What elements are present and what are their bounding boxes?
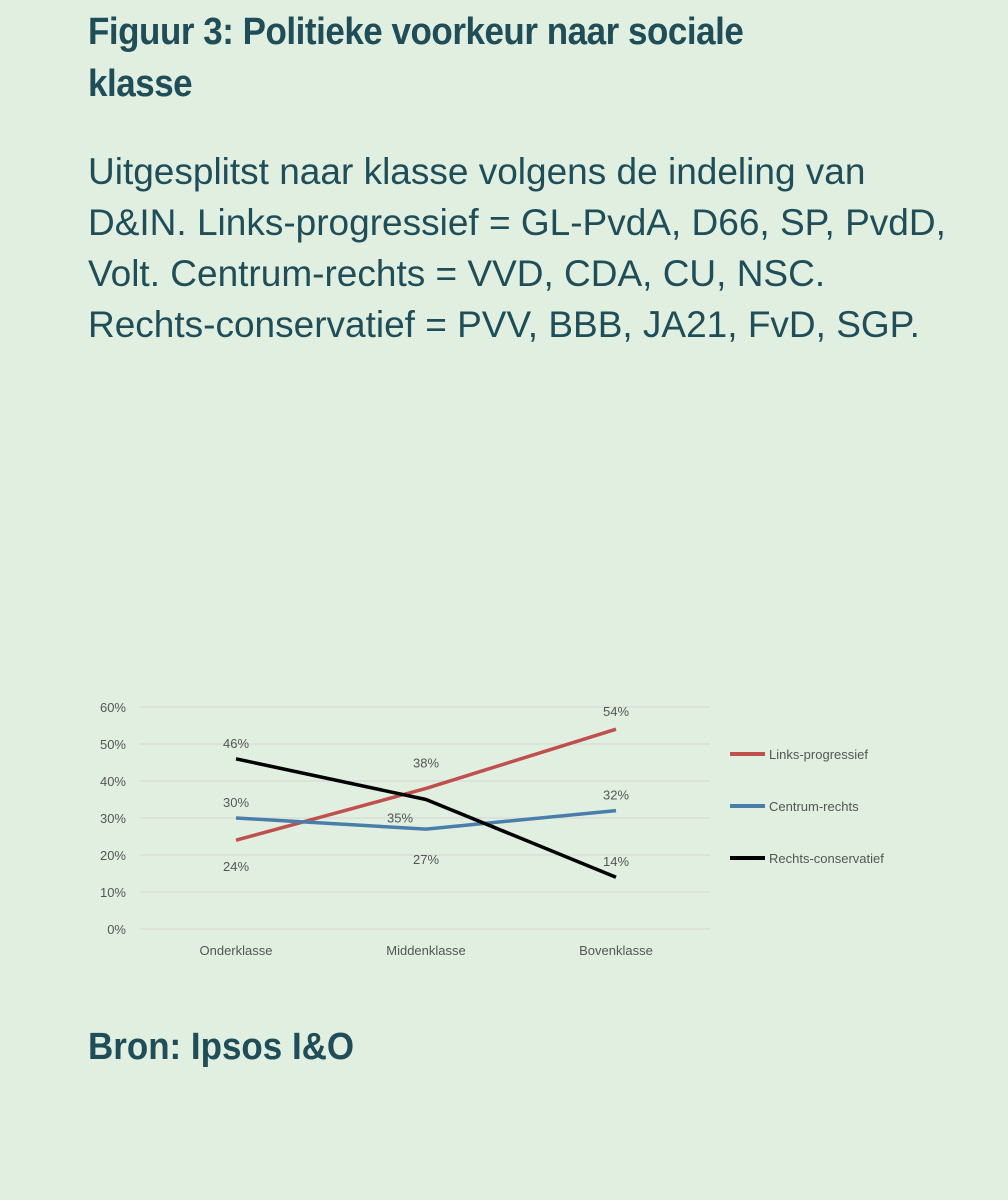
legend-label: Rechts-conservatief <box>769 851 884 866</box>
data-label: 24% <box>222 859 250 875</box>
data-label: 14% <box>602 854 630 870</box>
y-tick-label: 0% <box>107 922 126 937</box>
figure-title: Figuur 3: Politieke voorkeur naar sociale klasse <box>88 11 744 105</box>
figure-subtitle: Uitgesplitst naar klasse volgens de indeling van D&IN. Links-progressief = GL-PvdA, D66, SP, PvdD, Volt. Centrum-rechts = VVD, CDA, CU, NSC. Rechts-conservatief = PVV, BBB, JA21, FvD, SGP. <box>88 151 946 345</box>
y-tick-label: 50% <box>99 737 126 752</box>
x-tick-label: Bovenklasse <box>579 943 653 958</box>
series-line-links-progressief <box>236 729 616 840</box>
legend-label: Centrum-rechts <box>769 799 859 814</box>
y-tick-label: 30% <box>99 811 126 826</box>
y-tick-label: 40% <box>99 774 126 789</box>
y-tick-label: 10% <box>99 885 126 900</box>
x-tick-label: Middenklasse <box>386 943 466 958</box>
data-label: 46% <box>222 735 250 751</box>
legend-label: Links-progressief <box>769 747 868 762</box>
data-label: 30% <box>222 795 250 810</box>
y-tick-label: 60% <box>99 700 126 715</box>
data-label: 32% <box>602 787 630 803</box>
y-tick-label: 20% <box>99 848 126 863</box>
data-label: 54% <box>602 704 630 720</box>
data-label: 38% <box>412 755 440 771</box>
data-label: 27% <box>412 852 440 868</box>
source-note: Bron: Ipsos I&O <box>88 1026 355 1068</box>
x-tick-label: Onderklasse <box>199 943 273 958</box>
data-label: 35% <box>386 810 414 826</box>
